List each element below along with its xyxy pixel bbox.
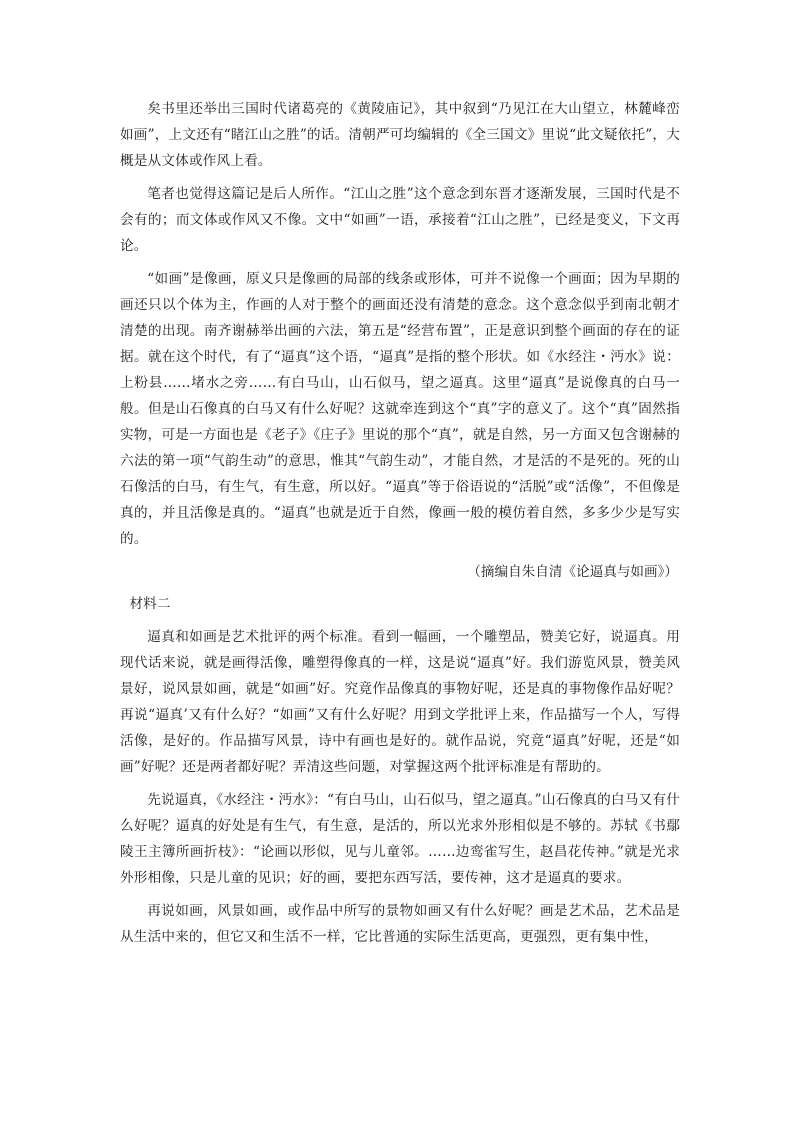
paragraph: “如画”是像画，原义只是像画的局部的线条或形体，可并不说像一个画面；因为早期的画还只以个体为主，作画的人对于整个的画面还没有清楚的意念。这个意念似乎到南北朝才清楚的出现。南齐谢赫举出画的六法，第五是“经营布置”，正是意识到整个画面的存在的证据。就在这个时代，有了“逼真”这个语，“逼真”是指的整个形状。如《水经注・沔水》说：上粉县……堵水之旁……有白马山，山石似马，望之逼真。这里“逼真”是说像真的白马一般。但是山石像真的白马又有什么好呢？这就牵连到这个“真”字的意义了。这个“真”固然指实物，可是一方面也是《老子》《庄子》里说的那个“真”，就是自然，另一方面又包含谢赫的六法的第一项“气韵生动”的意思，惟其“气韵生动”，才能自然，才是活的不是死的。死的山石像活的白马，有生气，有生意，所以好。“逼真”等于俗语说的“活脱”或“活像”，不但像是真的，并且活像是真的。“逼真”也就是近于自然，像画一般的模仿着自然，多多少少是写实的。 (120, 271, 680, 547)
paragraph: 矣书里还举出三国时代诸葛亮的《黄陵庙记》，其中叙到“乃见江在大山望立，林麓峰峦如画”，上文还有“睹江山之胜”的话。清朝严可均编辑的《全三国文》里说“此文疑依托”，大概是从文体或作风上看。 (120, 101, 680, 169)
paragraph: 逼真和如画是艺术批评的两个标准。看到一幅画，一个雕塑品，赞美它好，说逼真。用现代话来说，就是画得活像，雕塑得像真的一样，这是说“逼真”好。我们游览风景，赞美风景好，说风景如画，就是“如画”好。究竟作品像真的事物好呢，还是真的事物像作品好呢？再说“逼真’又有什么好？“如画”又有什么好呢？用到文学批评上来，作品描写一个人，写得活像，是好的。作品描写风景，诗中有画也是好的。就作品说，究竟“逼真”好呢，还是“如画”好呢？还是两者都好呢？弄清这些问题，对掌握这两个批评标准是有帮助的。 (120, 629, 680, 775)
document-page (120, 96, 680, 957)
paragraph: 再说如画，风景如画，或作品中所写的景物如画又有什么好呢？画是艺术品，艺术品是从生活中来的，但它又和生活不一样，它比普通的实际生活更高，更强烈，更有集中性， (120, 903, 680, 945)
section-heading: 材料二 (129, 596, 171, 612)
paragraph: 笔者也觉得这篇记是后人所作。“江山之胜”这个意念到东晋才逐渐发展，三国时代是不会有的；而文体或作风又不像。文中“如画”一语，承接着“江山之胜”，已经是变义，下文再论。 (120, 186, 680, 254)
source-citation: （摘编自朱自清《论逼真与如画》） (467, 564, 678, 580)
paragraph: 先说逼真，《水经注・沔水》：“有白马山，山石似马，望之逼真。”山石像真的白马又有什么好呢？逼真的好处是有生气，有生意，是活的，所以光求外形相似是不够的。苏轼《书鄢陵王主簿所画折枝》：“论画以形似，见与儿童邻。……边鸾雀写生，赵昌花传神。”就是光求外形相像，只是儿童的见识；好的画，要把东西写活，要传神，这才是逼真的要求。 (120, 792, 680, 886)
